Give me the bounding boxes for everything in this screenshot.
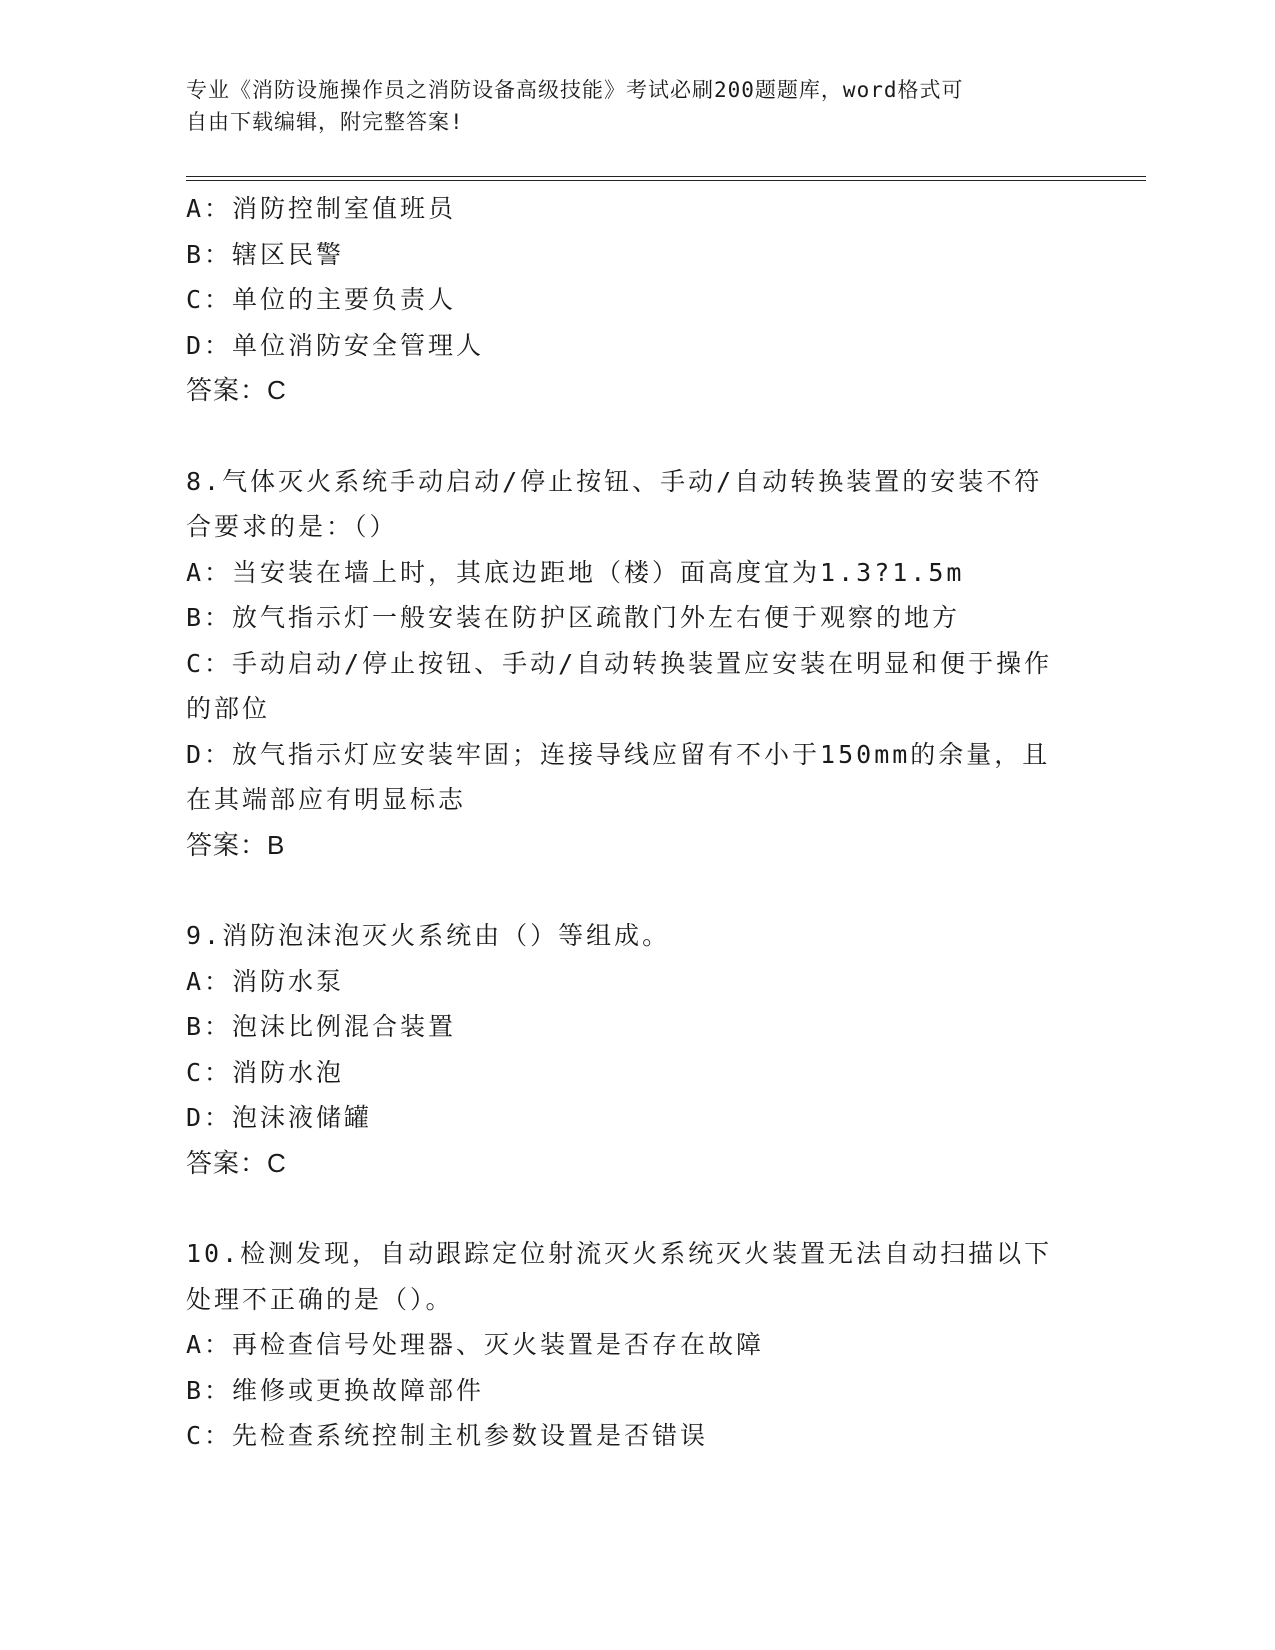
header-line-2: 自由下载编辑，附完整答案! [186,110,464,134]
question-9 [186,913,1086,1186]
option-c: C：单位的主要负责人 [186,285,457,314]
option-c: C：消防水泡 [186,1057,345,1087]
spacer [186,868,1086,913]
option-b: B：放气指示灯一般安装在防护区疏散门外左右便于观察的地方 [186,603,961,632]
question-stem: 8.气体灭火系统手动启动/停止按钮、手动/自动转换装置的安装不符 [186,466,1043,496]
option-c: C：手动启动/停止按钮、手动/自动转换装置应安装在明显和便于操作 [186,648,1053,678]
option-a: A：当安装在墙上时，其底边距地（楼）面高度宜为1.3?1.5m [186,557,965,587]
question-stem: 9.消防泡沫泡灭火系统由（）等组成。 [186,921,671,950]
answer: 答案：B [186,829,286,860]
option-a: A：消防控制室值班员 [186,194,457,223]
document-header [186,74,1066,138]
spacer [186,414,1086,459]
answer: 答案：C [186,1147,287,1178]
header-divider [186,176,1146,181]
option-a: A：消防水泵 [186,966,345,996]
question-10 [186,1231,1086,1459]
option-d-cont: 在其端部应有明显标志 [186,785,467,814]
question-stem-cont: 处理不正确的是（）。 [186,1284,454,1314]
question-stem-cont: 合要求的是：（） [186,512,398,541]
spacer [186,1186,1086,1231]
question-8 [186,459,1086,869]
option-c-cont: 的部位 [186,694,271,723]
option-d: D：泡沫液储罐 [186,1103,373,1132]
option-b: B：维修或更换故障部件 [186,1375,485,1405]
option-b: B：辖区民警 [186,239,345,269]
question-list [186,186,1086,1459]
question-7 [186,186,1086,414]
header-line-1: 专业《消防设施操作员之消防设备高级技能》考试必刷200题题库，word格式可 [186,78,964,102]
option-d: D：单位消防安全管理人 [186,330,485,360]
option-c: C：先检查系统控制主机参数设置是否错误 [186,1421,709,1450]
option-b: B：泡沫比例混合装置 [186,1012,457,1041]
option-d: D：放气指示灯应安装牢固；连接导线应留有不小于150mm的余量，且 [186,739,1051,769]
answer: 答案：C [186,375,287,405]
option-a: A：再检查信号处理器、灭火装置是否存在故障 [186,1330,765,1359]
question-stem: 10.检测发现，自动跟踪定位射流灭火系统灭火装置无法自动扫描以下 [186,1239,1053,1268]
